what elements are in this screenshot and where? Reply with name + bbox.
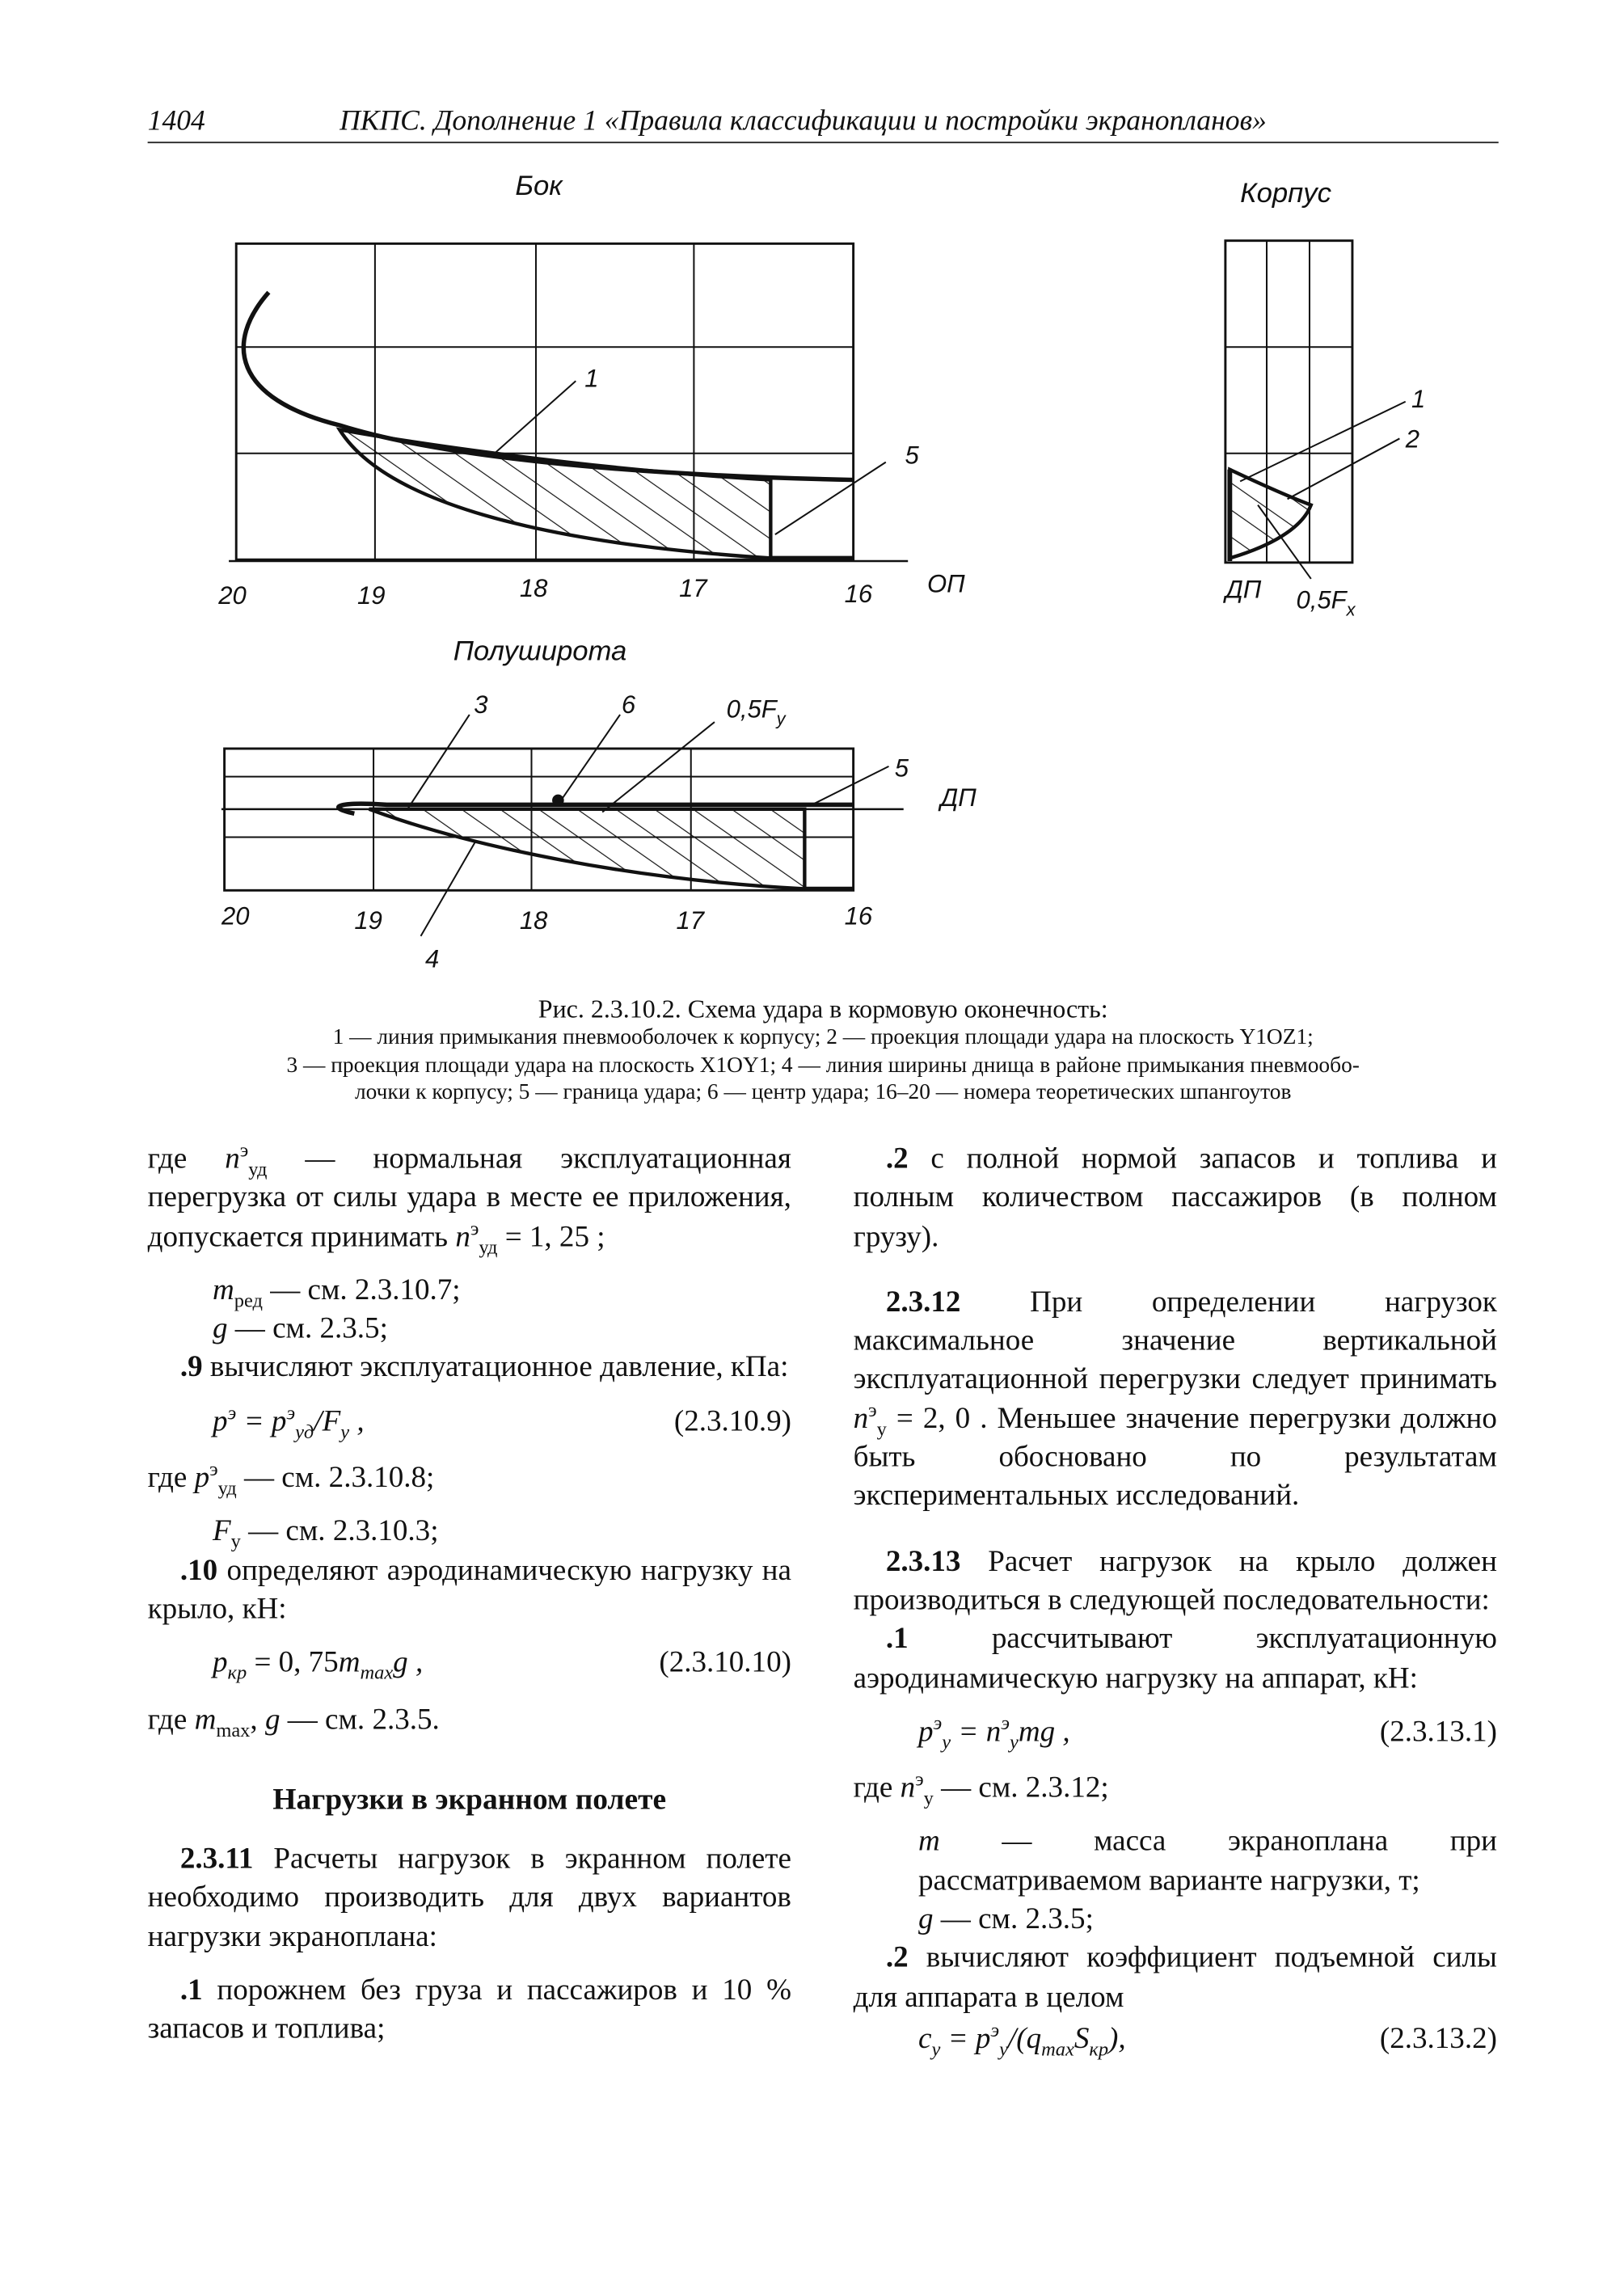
plan-callout-5: 5 xyxy=(894,753,909,783)
side-frame-labels xyxy=(217,574,873,610)
side-baseline-label: ОП xyxy=(926,569,965,598)
plan-frame-labels xyxy=(221,901,873,934)
side-frame-19: 19 xyxy=(356,580,386,610)
mred-reference: $m_{ред}$ — см. 2.3.10.7; xyxy=(212,1273,461,1311)
body-impact-area xyxy=(1230,470,1310,559)
body-callout-2: 2 xyxy=(1405,424,1419,454)
left-column xyxy=(148,1140,791,2049)
caption-line-1: 1 — линия примыкания пневмооболочек к корпусу; 2 — проекция площади удара на плоскость Y1OZ1; xyxy=(332,1026,1314,1050)
formula-2-3-13-2: $c_y = p^э_y/(q_{max}S_{кр})$, (2.3.13.2) xyxy=(917,2018,1497,2060)
side-view-title: Бок xyxy=(515,171,563,202)
clause-2-3-11: 2.3.11 Расчеты нагрузок в экранном полете необходимо производить для двух вариантов нагрузки экраноплана: xyxy=(147,1842,791,1953)
body-area-value: 0,5F xyxy=(1296,585,1347,614)
item-9: .9 вычисляют эксплуатационное давление, кПа: xyxy=(179,1352,789,1385)
figure-caption xyxy=(148,992,1499,1107)
caption-line-2: 3 — проекция площади удара на плоскость X1OY1; 4 — линия ширины днища в районе примыкания пневмообо- xyxy=(286,1053,1360,1078)
right-column xyxy=(854,1140,1497,2076)
impact-center-point xyxy=(552,795,564,807)
side-view xyxy=(217,171,965,610)
plan-view-title: Полуширота xyxy=(453,635,627,667)
plan-frame-20: 20 xyxy=(221,901,250,931)
side-hull-contour xyxy=(243,293,853,480)
plan-area-subscript: y xyxy=(776,708,786,729)
plan-centerline-label: ДП xyxy=(940,783,977,813)
plan-callout-4: 4 xyxy=(424,944,440,973)
clause-2-3-12: 2.3.12 При определении нагрузок максимальное значение вертикальной эксплуатационной перегрузки следует принимать $n^э_y = 2$, 0 . Меньшее значение перегрузки должно быть обосновано по результатам экспериментальных исследований. xyxy=(853,1285,1497,1513)
caption-line-3: лочки к корпусу; 5 — граница удара; 6 — центр удара; 16–20 — номера теоретических шпангоутов xyxy=(354,1080,1292,1105)
plan-impact-area xyxy=(369,809,805,889)
body-callout-1: 1 xyxy=(1411,385,1426,414)
formula-2-3-10-9: $p^э = p^э_{уд}/F_y$ , (2.3.10.9) xyxy=(212,1401,791,1443)
side-callout-1: 1 xyxy=(584,364,599,393)
body-area-subscript: x xyxy=(1346,599,1356,620)
item-2-full-load: .2 с полной нормой запасов и топлива и полным количеством пассажиров (в полном грузу). xyxy=(853,1142,1497,1253)
plan-frame-17: 17 xyxy=(676,905,705,935)
formula-2-3-10-10: $p_{кр} = 0$, $75m_{max}g$ , (2.3.10.10) xyxy=(212,1646,791,1684)
ny-reference: где $n^э_y$ — см. 2.3.12; xyxy=(853,1767,1109,1809)
side-frame-17: 17 xyxy=(679,573,707,602)
item-1-empty: .1 порожнем без груза и пассажиров и 10 % запасов и топлива; xyxy=(147,1973,791,2046)
plan-frame-16: 16 xyxy=(844,901,873,931)
plan-frame-18: 18 xyxy=(519,905,548,935)
body-centerline-label: ДП xyxy=(1225,575,1262,604)
plan-view xyxy=(221,635,977,973)
page-number: 1404 xyxy=(147,106,205,137)
formula-2-3-13-1: $p^э_y = n^э_ymg$ , (2.3.13.1) xyxy=(917,1711,1497,1753)
side-callout-5: 5 xyxy=(905,441,919,470)
caption-title: Рис. 2.3.10.2. Схема удара в кормовую оконечность: xyxy=(538,994,1108,1024)
clause-2-3-13: 2.3.13 Расчет нагрузок на крыло должен производиться в следующей последовательности: xyxy=(853,1545,1497,1617)
side-frame-20: 20 xyxy=(218,580,247,610)
g2-reference: g — см. 2.3.5; xyxy=(917,1903,1094,1936)
side-impact-area xyxy=(340,429,770,558)
header-title: ПКПС. Дополнение 1 «Правила классификации и постройки экранопланов» xyxy=(340,106,1267,137)
m-definition: m — масса экраноплана при рассматриваемом варианте нагрузки, т; xyxy=(917,1826,1497,1897)
side-frame-18: 18 xyxy=(519,573,548,602)
mmax-reference: где $m_{max}$, g — см. 2.3.5. xyxy=(147,1703,440,1741)
right-item-2: .2 вычисляют коэффициент подъемной силы для аппарата в целом xyxy=(853,1942,1497,2014)
section-heading: Нагрузки в экранном полете xyxy=(272,1783,667,1817)
plan-callout-6: 6 xyxy=(621,690,636,720)
plan-callout-3: 3 xyxy=(474,690,488,720)
nud-definition: где $n^э_{уд}$ — нормальная эксплуатационная перегрузка от силы удара в месте ее приложения, допускается принимать $n^э_{уд} = 1$, 25 ; xyxy=(147,1138,791,1258)
body-view xyxy=(1223,178,1425,619)
right-item-1: .1 рассчитывают эксплуатационную аэродинамическую нагрузку на аппарат, кН: xyxy=(853,1623,1497,1695)
g-reference: g — см. 2.3.5; xyxy=(212,1312,388,1346)
body-area-label xyxy=(1297,585,1356,619)
impact-diagram xyxy=(0,0,1624,1033)
side-frame-16: 16 xyxy=(844,580,873,609)
plan-area-value: 0,5F xyxy=(726,694,777,724)
pud-reference: где $p^э_{уд}$ — см. 2.3.10.8; xyxy=(147,1458,435,1499)
plan-frame-19: 19 xyxy=(354,905,382,935)
fy-reference: $F_y$ — см. 2.3.10.3; xyxy=(212,1515,439,1553)
plan-area-label xyxy=(727,695,787,729)
item-10: .10 определяют аэродинамическую нагрузку на крыло, кН: xyxy=(147,1554,791,1626)
body-view-title: Корпус xyxy=(1240,178,1331,209)
